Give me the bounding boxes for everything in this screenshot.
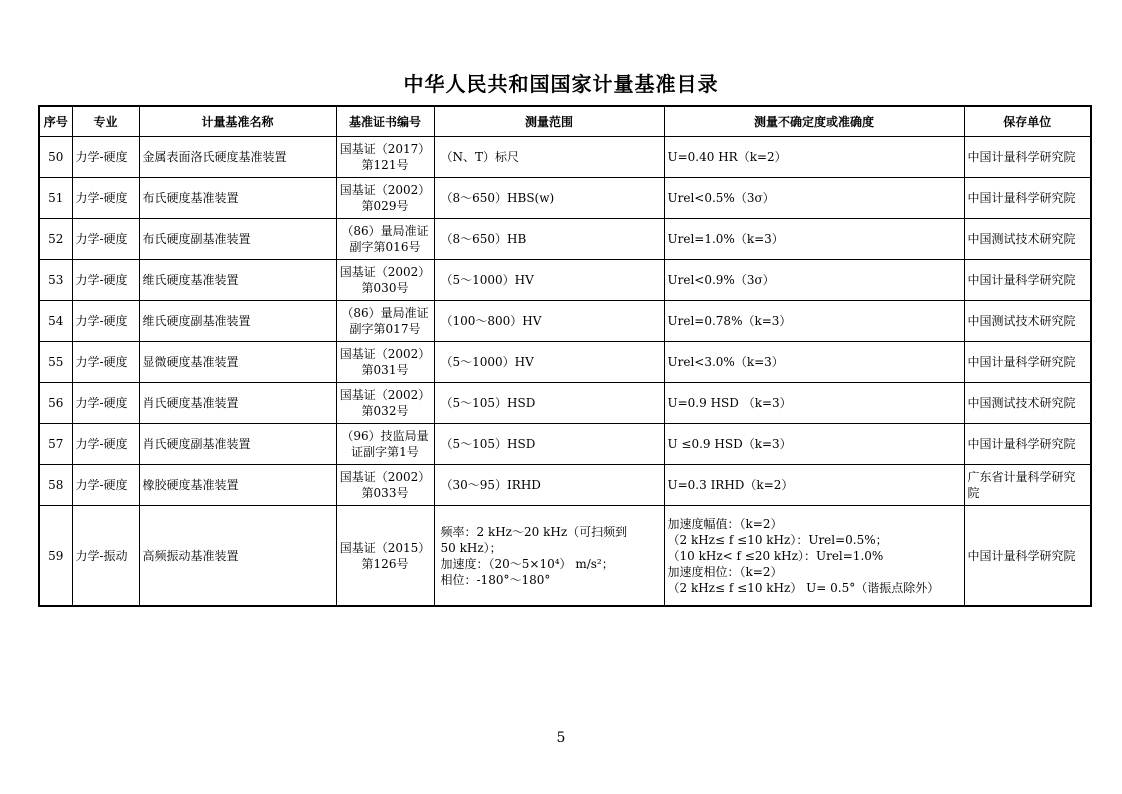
cell-cert: 国基证（2002） 第030号: [336, 260, 434, 301]
cell-no: 58: [39, 465, 72, 506]
cell-field: 力学-硬度: [72, 219, 139, 260]
cell-unit: 中国计量科学研究院: [964, 178, 1091, 219]
cell-uncertainty: 加速度幅值：（k=2） （2 kHz≤ f ≤10 kHz）：Urel=0.5%； （10 kHz< f ≤20 kHz）：Urel=1.0% 加速度相位：（k=2） （2 kHz≤ f ≤10 kHz） U= 0.5°（谐振点除外）: [664, 506, 964, 607]
cell-name: 维氏硬度基准装置: [139, 260, 336, 301]
table-row: [39, 342, 1091, 383]
cell-uncertainty: U=0.9 HSD （k=3）: [664, 383, 964, 424]
cell-field: 力学-硬度: [72, 424, 139, 465]
cell-cert: 国基证（2002） 第029号: [336, 178, 434, 219]
cell-range: 频率：2 kHz～20 kHz（可扫频到 50 kHz）； 加速度：（20～5×10⁴） m/s²； 相位：-180°～180°: [434, 506, 664, 607]
cell-range: （5～105）HSD: [434, 383, 664, 424]
table-row: [39, 178, 1091, 219]
cell-unit: 广东省计量科学研究 院: [964, 465, 1091, 506]
table-row: [39, 506, 1091, 607]
cell-name: 肖氏硬度基准装置: [139, 383, 336, 424]
cell-uncertainty: Urel=1.0%（k=3）: [664, 219, 964, 260]
cell-no: 54: [39, 301, 72, 342]
cell-cert: 国基证（2002） 第033号: [336, 465, 434, 506]
cell-uncertainty: U=0.40 HR（k=2）: [664, 137, 964, 178]
cell-no: 52: [39, 219, 72, 260]
cell-name: 布氏硬度副基准装置: [139, 219, 336, 260]
cell-range: （100～800）HV: [434, 301, 664, 342]
cell-name: 肖氏硬度副基准装置: [139, 424, 336, 465]
cell-uncertainty: Urel=0.78%（k=3）: [664, 301, 964, 342]
table-row: [39, 424, 1091, 465]
cell-unit: 中国计量科学研究院: [964, 260, 1091, 301]
cell-range: （N、T）标尺: [434, 137, 664, 178]
cell-unit: 中国计量科学研究院: [964, 137, 1091, 178]
cell-unit: 中国测试技术研究院: [964, 301, 1091, 342]
cell-field: 力学-硬度: [72, 383, 139, 424]
cell-cert: （86）量局准证 副字第016号: [336, 219, 434, 260]
table-row: [39, 465, 1091, 506]
cell-range: （8～650）HB: [434, 219, 664, 260]
cell-no: 53: [39, 260, 72, 301]
cell-no: 59: [39, 506, 72, 607]
cell-field: 力学-硬度: [72, 342, 139, 383]
table-row: [39, 137, 1091, 178]
cell-field: 力学-硬度: [72, 137, 139, 178]
cell-cert: 国基证（2017） 第121号: [336, 137, 434, 178]
cell-name: 布氏硬度基准装置: [139, 178, 336, 219]
document-title: 中华人民共和国国家计量基准目录: [403, 72, 719, 96]
cell-range: （5～1000）HV: [434, 342, 664, 383]
cell-cert: 国基证（2002） 第032号: [336, 383, 434, 424]
header-name: 计量基准名称: [139, 106, 336, 137]
header-field: 专业: [72, 106, 139, 137]
table-row: [39, 383, 1091, 424]
cell-unit: 中国计量科学研究院: [964, 506, 1091, 607]
cell-no: 51: [39, 178, 72, 219]
cell-name: 维氏硬度副基准装置: [139, 301, 336, 342]
cell-field: 力学-硬度: [72, 178, 139, 219]
cell-field: 力学-硬度: [72, 301, 139, 342]
cell-no: 56: [39, 383, 72, 424]
cell-name: 显微硬度基准装置: [139, 342, 336, 383]
cell-field: 力学-硬度: [72, 465, 139, 506]
cell-unit: 中国计量科学研究院: [964, 342, 1091, 383]
cell-name: 高频振动基准装置: [139, 506, 336, 607]
cell-cert: 国基证（2015） 第126号: [336, 506, 434, 607]
cell-unit: 中国计量科学研究院: [964, 424, 1091, 465]
cell-uncertainty: Urel<0.9%（3σ）: [664, 260, 964, 301]
cell-unit: 中国测试技术研究院: [964, 219, 1091, 260]
cell-name: 橡胶硬度基准装置: [139, 465, 336, 506]
cell-uncertainty: U ≤0.9 HSD（k=3）: [664, 424, 964, 465]
cell-name: 金属表面洛氏硬度基准装置: [139, 137, 336, 178]
cell-field: 力学-振动: [72, 506, 139, 607]
cell-range: （30～95）IRHD: [434, 465, 664, 506]
cell-field: 力学-硬度: [72, 260, 139, 301]
header-cert: 基准证书编号: [336, 106, 434, 137]
table-row: [39, 260, 1091, 301]
cell-no: 50: [39, 137, 72, 178]
header-uncertainty: 测量不确定度或准确度: [664, 106, 964, 137]
cell-no: 55: [39, 342, 72, 383]
header-unit: 保存单位: [964, 106, 1091, 137]
cell-range: （5～1000）HV: [434, 260, 664, 301]
cell-cert: （96）技监局量 证副字第1号: [336, 424, 434, 465]
header-range: 测量范围: [434, 106, 664, 137]
table-row: [39, 301, 1091, 342]
cell-range: （5～105）HSD: [434, 424, 664, 465]
table-row: [39, 219, 1091, 260]
table-header-row: [39, 106, 1091, 137]
cell-cert: 国基证（2002） 第031号: [336, 342, 434, 383]
cell-cert: （86）量局准证 副字第017号: [336, 301, 434, 342]
cell-no: 57: [39, 424, 72, 465]
cell-range: （8～650）HBS(w): [434, 178, 664, 219]
cell-unit: 中国测试技术研究院: [964, 383, 1091, 424]
page-number: 5: [556, 730, 566, 746]
cell-uncertainty: Urel<3.0%（k=3）: [664, 342, 964, 383]
standards-table: [38, 105, 1092, 607]
cell-uncertainty: U=0.3 IRHD（k=2）: [664, 465, 964, 506]
cell-uncertainty: Urel<0.5%（3σ）: [664, 178, 964, 219]
header-no: 序号: [39, 106, 72, 137]
